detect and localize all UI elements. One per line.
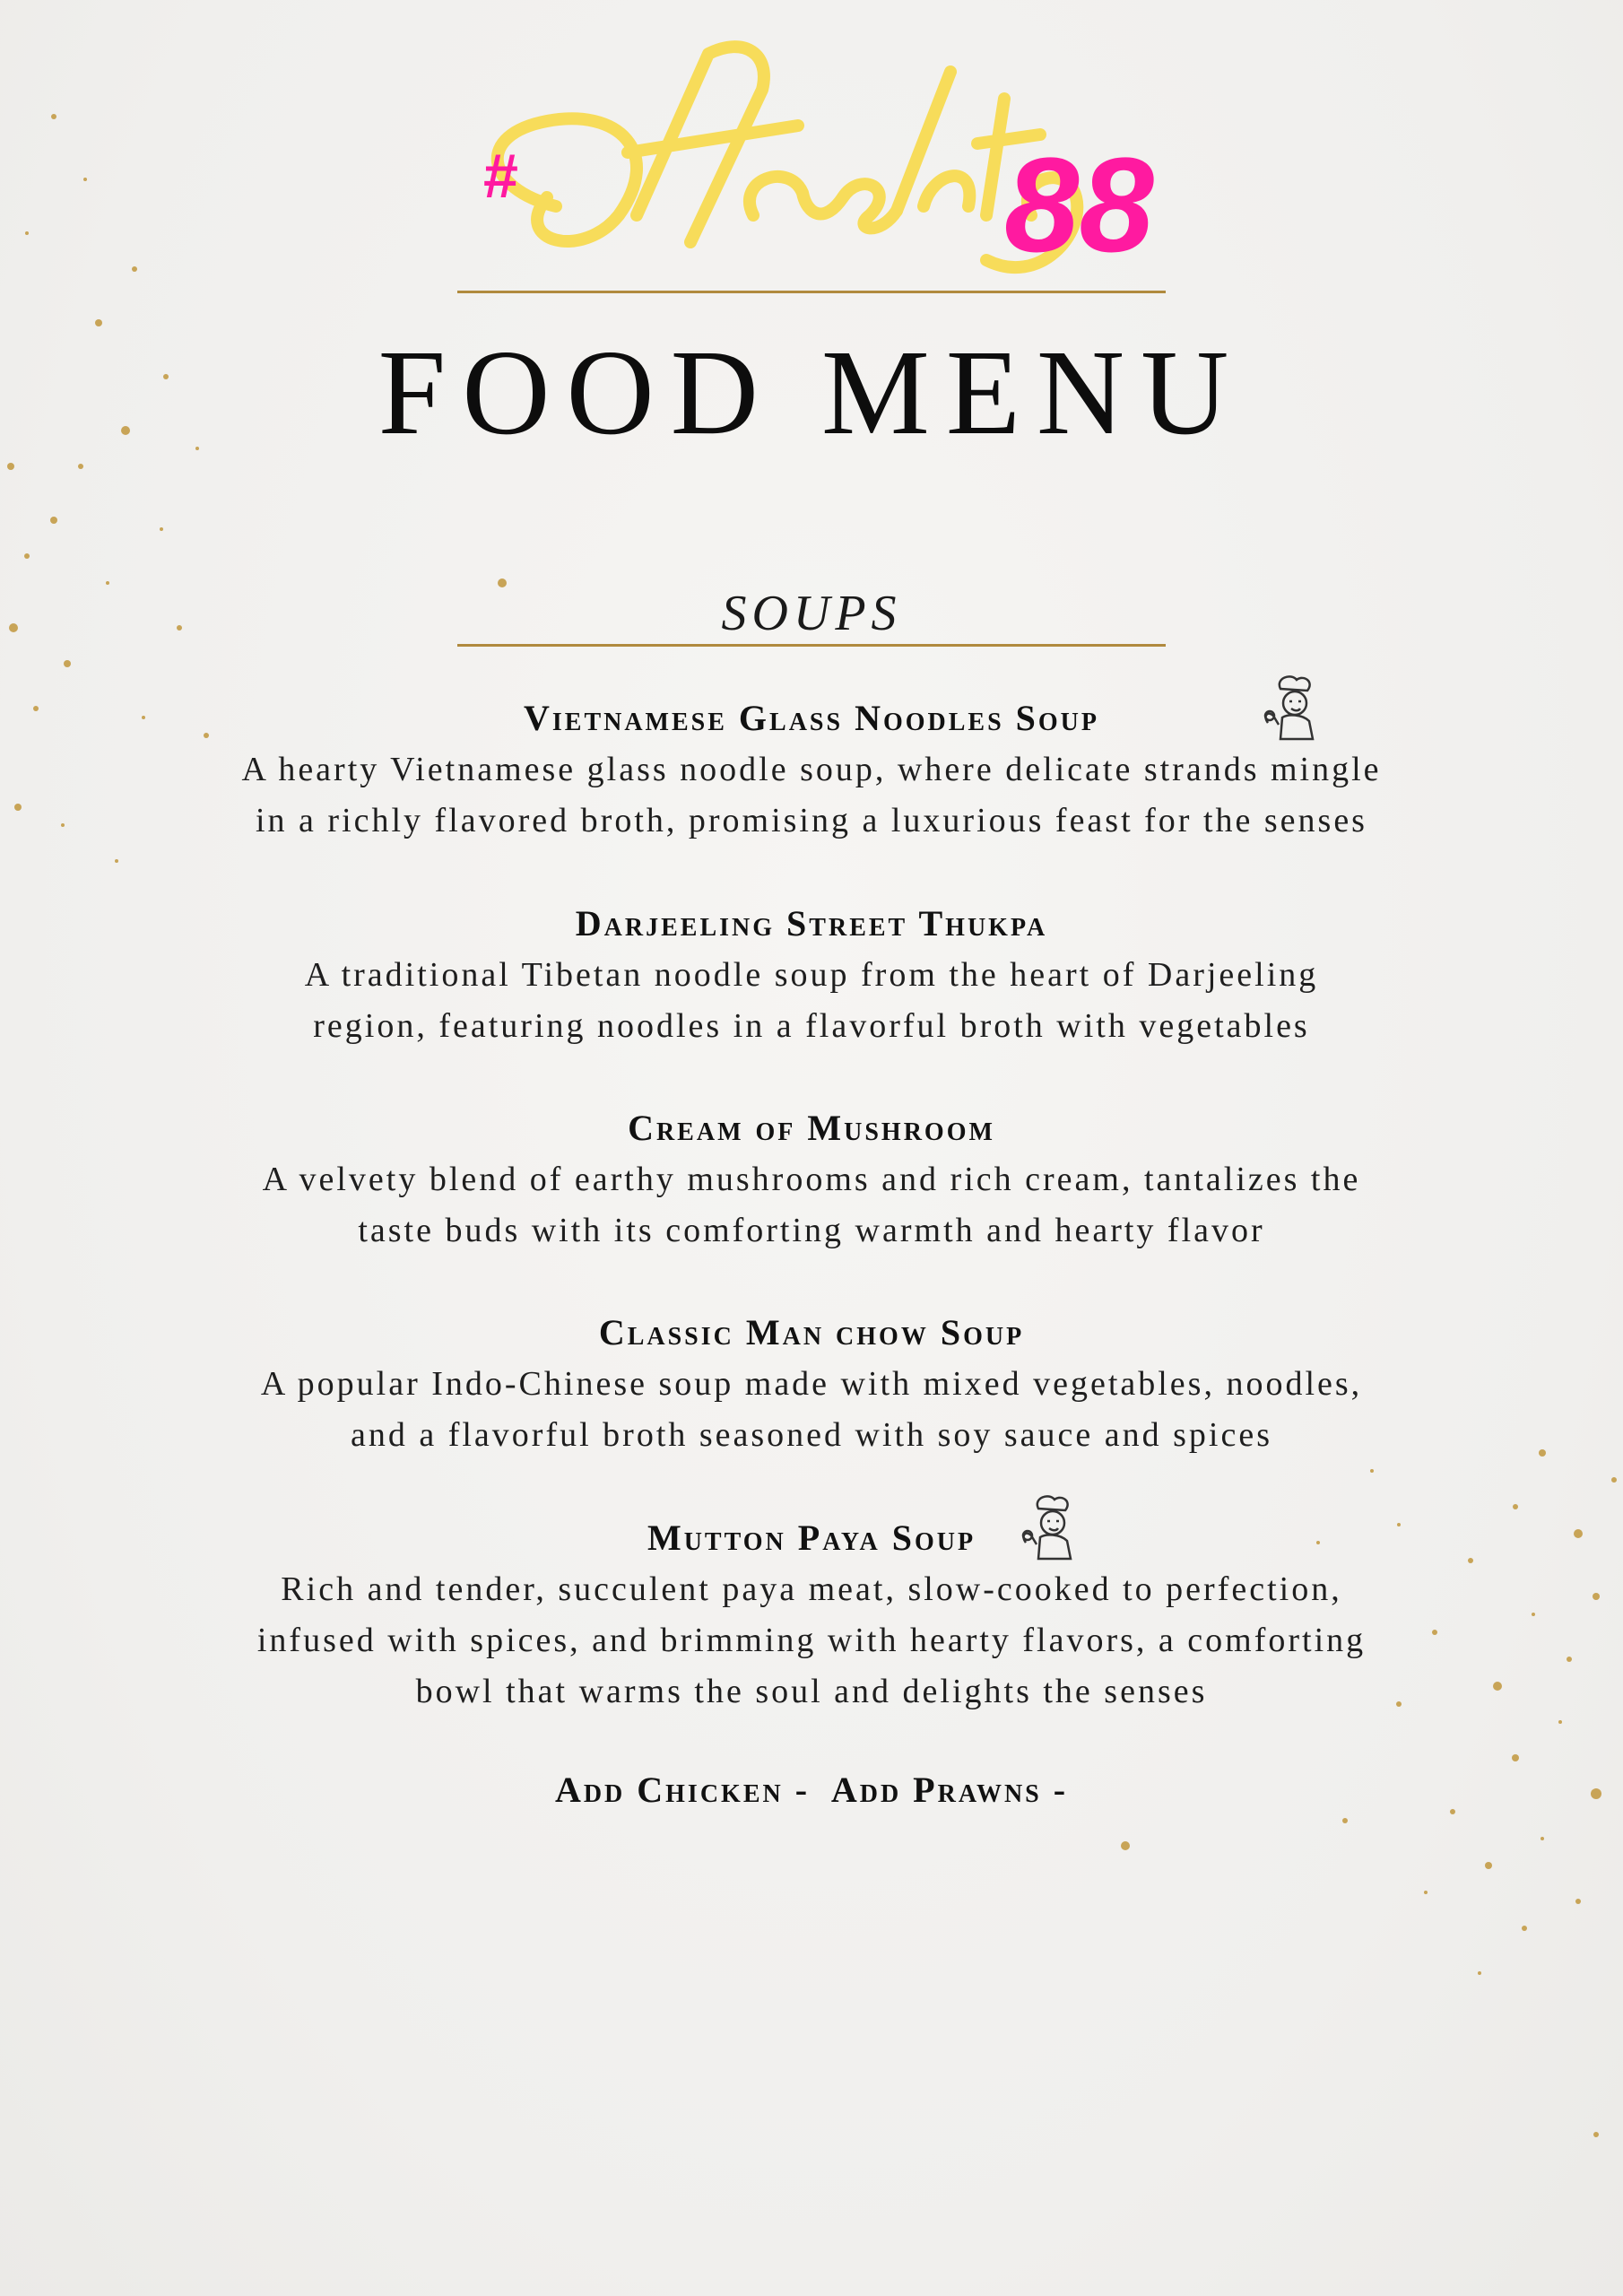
- logo-divider: [457, 291, 1166, 293]
- menu-item: [0, 1516, 1623, 1718]
- description-line: region, featuring noodles in a flavorful broth with vegetables: [313, 1007, 1310, 1045]
- menu-item-name: Darjeeling Street Thukpa: [575, 903, 1048, 944]
- add-ons: [0, 1769, 1623, 1811]
- menu-item-description: [0, 1564, 1623, 1718]
- description-line: taste buds with its comforting warmth and hearty flavor: [358, 1212, 1265, 1249]
- menu-item-name: Classic Man chow Soup: [598, 1312, 1025, 1352]
- add-prawns-label: Add Prawns -: [821, 1770, 1069, 1810]
- menu-item-description: [0, 950, 1623, 1052]
- description-line: in a richly flavored broth, promising a luxurious feast for the senses: [256, 802, 1367, 839]
- description-line: A velvety blend of earthy mushrooms and rich cream, tantalizes the: [262, 1161, 1361, 1198]
- menu-item: [0, 1106, 1623, 1257]
- chef-special-icon: [1255, 671, 1327, 743]
- menu-item-description: [0, 1154, 1623, 1257]
- hashtag88-logo: [448, 36, 1184, 305]
- description-line: A popular Indo-Chinese soup made with mixed vegetables, noodles,: [260, 1365, 1363, 1403]
- menu-item-description: [0, 1359, 1623, 1461]
- section-divider: [457, 644, 1166, 647]
- logo-hash: #: [482, 141, 517, 211]
- add-chicken-label: Add Chicken -: [554, 1770, 822, 1810]
- section-title-soups: SOUPS: [721, 586, 902, 641]
- menu-item-name: Mutton Paya Soup: [647, 1518, 976, 1558]
- description-line: A hearty Vietnamese glass noodle soup, where delicate strands mingle: [241, 751, 1382, 788]
- menu-item: [0, 1310, 1623, 1461]
- description-line: Rich and tender, succulent paya meat, slow-cooked to perfection,: [281, 1570, 1342, 1608]
- menu-item-name: Vietnamese Glass Noodles Soup: [523, 698, 1100, 738]
- menu-item: [0, 901, 1623, 1052]
- menu-title: FOOD MENU: [378, 326, 1245, 460]
- description-line: and a flavorful broth seasoned with soy sauce and spices: [350, 1416, 1273, 1454]
- menu-item: [0, 696, 1623, 847]
- description-line: bowl that warms the soul and delights the senses: [415, 1673, 1208, 1710]
- menu-item-name: Cream of Mushroom: [628, 1108, 995, 1148]
- description-line: A traditional Tibetan noodle soup from the heart of Darjeeling: [304, 956, 1319, 994]
- description-line: infused with spices, and brimming with hearty flavors, a comforting: [256, 1622, 1367, 1659]
- menu-item-description: [0, 744, 1623, 847]
- logo-number: 88: [1004, 129, 1154, 280]
- chef-special-icon: [1013, 1491, 1085, 1562]
